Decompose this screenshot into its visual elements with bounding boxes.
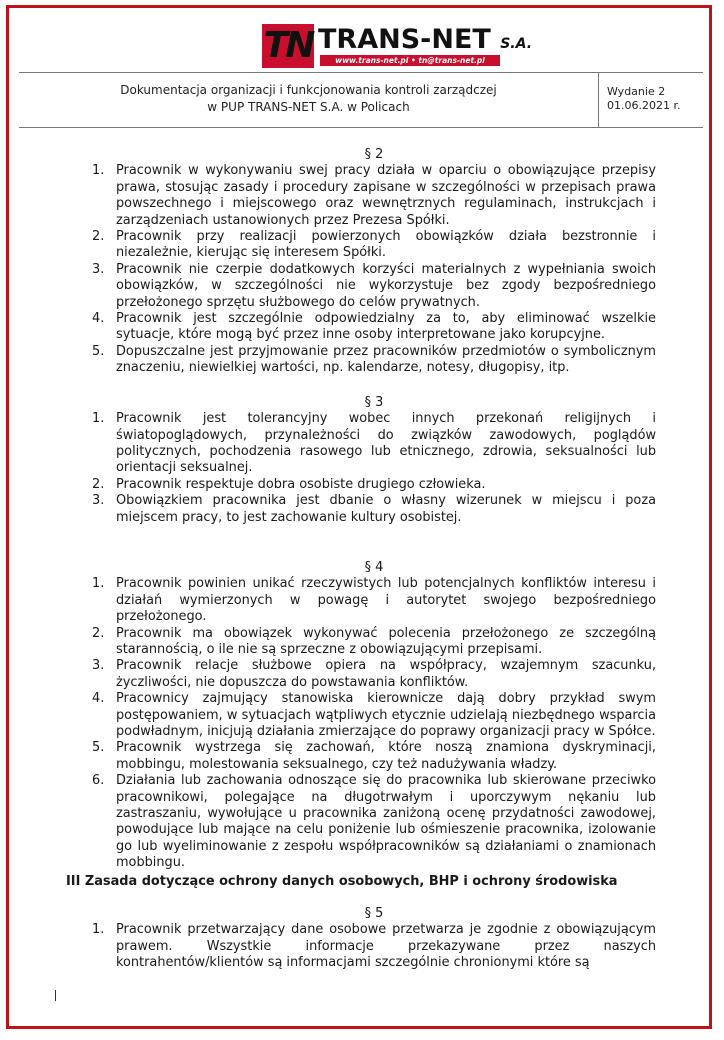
item-number: 4.	[92, 691, 105, 707]
section-4	[92, 560, 656, 872]
section-items	[92, 411, 656, 526]
logo-sa-text: S.A.	[500, 36, 533, 52]
margin-mark	[55, 990, 56, 1001]
item-text: Obowiązkiem pracownika jest dbanie o własny wizerunek w miejscu i poza miejscem pracy, to jest zachowanie kultury osobistej.	[116, 493, 656, 525]
section-heading: § 4	[364, 559, 384, 575]
document-body	[92, 147, 656, 872]
item-text: Pracownik w wykonywaniu swej pracy działa w oparciu o obowiązujące przepisy prawa, stosując zasady i procedury zapisane w szczególności w przepisach prawa powszechnego i miejscowego oraz wewnętrznych regulaminach, instrukcjach i zarządzeniach ustanowionych przez Prezesa Spółki.	[116, 163, 656, 228]
section-heading: § 3	[364, 394, 384, 410]
list-item	[92, 411, 656, 477]
list-item	[92, 658, 656, 691]
section-items	[92, 576, 656, 871]
item-text: Pracownik nie czerpie dodatkowych korzyści materialnych z wypełniania swoich obowiązków, w szczególności nie wykorzystuje bez zgody bezpośredniego przełożonego sprzętu służbowego do celów prywatnych.	[116, 261, 656, 310]
list-item	[92, 493, 656, 526]
item-text: Pracownik respektuje dobra osobiste drugiego człowieka.	[116, 476, 486, 492]
list-item	[92, 477, 656, 493]
section-heading: § 2	[364, 147, 384, 162]
list-item	[92, 691, 656, 740]
item-text: Pracownik jest tolerancyjny wobec innych przekonań religijnych i światopoglądowych, przynależności do związków zawodowych, poglądów politycznych, pochodzenia rasowego lub etnicznego, zdrowia, seksualności lub orientacji seksualnej.	[116, 411, 656, 476]
logo-name-text: TRANS-NET	[318, 24, 491, 55]
document-title	[19, 73, 599, 127]
edition-number: Wydanie 2	[607, 85, 666, 98]
item-text: Pracownik relacje służbowe opiera na współpracy, wzajemnym szacunku, życzliwości, nie dopuszcza do powstawania konfliktów.	[116, 658, 656, 690]
item-text: Pracownik wystrzega się zachowań, które noszą znamiona dyskryminacji, mobbingu, molestowania seksualnego, czy też nadużywania władzy.	[116, 740, 656, 772]
item-number: 1.	[92, 922, 105, 938]
logo-tn-mark: TN	[263, 25, 313, 66]
chapter-heading: III Zasada dotyczące ochrony danych osobowych, BHP i ochrony środowiska	[66, 874, 618, 889]
item-number: 1.	[92, 576, 105, 592]
item-number: 1.	[92, 163, 105, 179]
section-3	[92, 395, 656, 526]
item-number: 3.	[92, 658, 105, 674]
item-number: 2.	[92, 229, 105, 245]
section-items	[92, 922, 656, 971]
item-number: 5.	[92, 740, 105, 756]
item-number: 5.	[92, 343, 105, 359]
company-logo	[262, 24, 533, 68]
document-title-line2: w PUP TRANS-NET S.A. w Policach	[207, 100, 410, 114]
item-number: 2.	[92, 476, 105, 492]
item-number: 6.	[92, 773, 105, 789]
list-item	[92, 740, 656, 773]
item-number: 3.	[92, 493, 105, 509]
section-heading: § 5	[364, 906, 384, 921]
list-item	[92, 344, 656, 377]
list-item	[92, 922, 656, 971]
list-item	[92, 773, 656, 871]
list-item	[92, 626, 656, 659]
section-items	[92, 163, 656, 376]
header-info-row	[19, 73, 703, 127]
item-text: Pracownik jest szczególnie odpowiedzialny za to, aby eliminować wszelkie sytuacje, które mogą być przez inne osoby interpretowane jako korupcyjne.	[116, 311, 656, 343]
item-text: Pracownik przy realizacji powierzonych obowiązków działa bezstronnie i niezależnie, kierując się interesem Spółki.	[116, 229, 656, 261]
list-item	[92, 576, 656, 625]
list-item	[92, 262, 656, 311]
item-text: Dopuszczalne jest przyjmowanie przez pracowników przedmiotów o symbolicznym znaczeniu, niewielkiej wartości, np. kalendarze, notesy, długopisy, itp.	[116, 343, 656, 376]
item-number: 4.	[92, 311, 105, 327]
document-title-line1: Dokumentacja organizacji i funkcjonowania kontroli zarządczej	[120, 83, 497, 97]
item-text: Pracownik powinien unikać rzeczywistych lub potencjalnych konfliktów interesu i działań wymierzonych w powagę i autorytet swojego bezpośredniego przełożonego.	[116, 576, 656, 625]
item-number: 1.	[92, 411, 105, 427]
section-2	[92, 147, 656, 377]
list-item	[92, 229, 656, 262]
logo-row	[19, 18, 703, 73]
item-text: Pracownik ma obowiązek wykonywać polecenia przełożonego ze szczególną starannością, o ile nie są sprzeczne z obowiązującymi przepisami.	[116, 625, 656, 657]
list-item	[92, 311, 656, 344]
edition-info	[599, 73, 703, 127]
item-text: Pracownicy zajmujący stanowiska kierownicze dają dobry przykład swym postępowaniem, w sytuacjach wątpliwych etycznie udzielają niezbędnego wsparcia podwładnym, inicjują działania zmierzające do poprawy organizacji pracy w Spółce.	[116, 691, 656, 739]
logo-web-strip: www.trans-net.pl • tn@trans-net.pl	[320, 55, 500, 66]
section-5	[92, 906, 656, 972]
logo-company-name	[318, 25, 532, 59]
list-item	[92, 163, 656, 229]
item-number: 3.	[92, 261, 105, 277]
document-header	[19, 18, 703, 128]
item-number: 2.	[92, 625, 105, 641]
item-text: Pracownik przetwarzający dane osobowe przetwarza je zgodnie z obowiązującym prawem. Wszystkie informacje przekazywane przez naszych kontrahentów/klientów są informacjami szczególnie chronionymi które są	[116, 922, 656, 971]
edition-date: 01.06.2021 r.	[607, 99, 681, 112]
item-text: Działania lub zachowania odnoszące się do pracownika lub skierowane przeciwko pracownikowi, polegające na długotrwałym i uporczywym nękaniu lub zastraszaniu, wywołujące u pracownika zaniżoną ocenę przydatności zawodowej, powodujące lub mające na celu poniżenie lub ośmieszenie pracownika, izolowanie go lub wyeliminowanie z zespołu współpracowników są działaniami o znamionach mobbingu.	[116, 773, 656, 871]
